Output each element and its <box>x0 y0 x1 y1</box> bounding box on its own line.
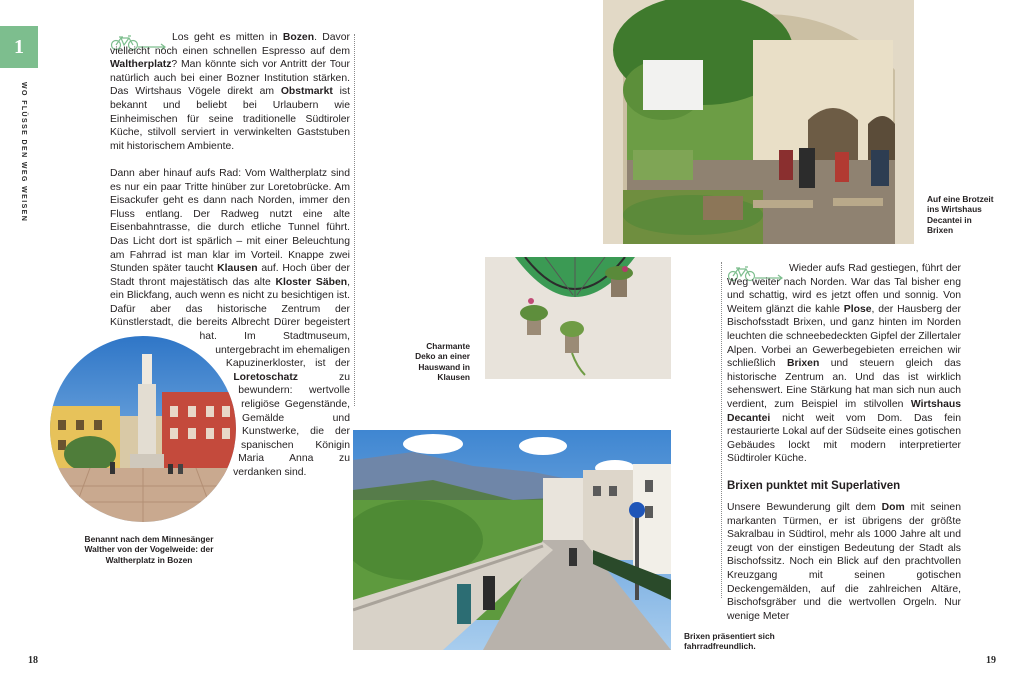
column-divider <box>354 34 355 406</box>
page-number-left: 18 <box>28 655 38 666</box>
klausen-deco-photo <box>485 257 671 379</box>
column-divider <box>721 262 722 598</box>
brixen-bikepath-photo <box>353 430 671 650</box>
waltherplatz-caption: Benannt nach dem Minnesänger Walther von der Vogelweide: der Waltherplatz in Bozen <box>84 534 214 565</box>
right-paragraph-1: Wieder aufs Rad gestiegen, führt der Weg weiter nach Norden. War das Tal bisher eng und schattig, wird es jetzt offen und sonnig. Von Weitem glänzt die kahle Plose, der Hausberg der Bischofsstadt Brixen, und ganz hinten im Norden leuchten die schneebedeckten Gipfel der Zillertaler Alpen. Vorbei an Gewerbegebieten erreichen wir schließlich Brixen und steuern gleich das historische Zentrum an. Und das ist wirklich sehenswert. Eine Stärkung hat man sich nun auch verdient, zum Beispiel im stilvollen Wirtshaus Decantei nicht weit vom Dom. Das fein restaurierte Lokal auf der Südseite eines gotischen Gebäudes lockt mit modern interpretierter Südtiroler Küche. <box>727 263 961 465</box>
decantei-photo <box>603 0 914 244</box>
right-column-text <box>727 262 961 637</box>
chapter-number-badge <box>0 26 38 68</box>
running-head: WO FLÜSSE DEN WEG WEISEN <box>20 82 27 223</box>
waltherplatz-photo <box>50 336 236 522</box>
section-heading: Brixen punktet mit Superlativen <box>727 479 901 492</box>
chapter-number: 1 <box>14 35 24 58</box>
brixen-caption: Brixen präsentiert sich fahrradfreundlich. <box>684 631 775 652</box>
second-paragraph-text: Dann aber hinauf aufs Rad: Vom Waltherplatz sind es nur ein paar Tritte hinüber zur Loretobrücke. Am Eisackufer geht es dann nach Norden, immer den Fluss entlang. Der Radweg nutzt eine alte Eisenbahntrasse, die durch etliche Tunnel führt. Das Licht dort ist spärlich – mit einer Beleuchtung am Fahrrad ist man klar im Vorteil. Knappe zwei Stunden später taucht Klausen auf. Hoch über der Stadt thront majestätisch das alte Kloster Säben, ein Blickfang, auch wenn es nicht zu besichtigen ist. Dafür aber das historische Zentrum der Künstlerstadt, die bereits Albrecht Dürer begeistert hat. Im Stadtmuseum, untergebracht im ehemaligen Kapuzinerkloster, ist der Loretoschatz zu bewundern: wertvolle religiöse Gegenstände, Gemälde und Kunstwerke, die der spanischen Königin Maria Anna zu verdanken sind. <box>110 167 350 478</box>
page-number-right: 19 <box>986 655 996 666</box>
klausen-caption: Charmante Deko an einer Hauswand in Klausen <box>415 341 470 383</box>
intro-paragraph: Los geht es mitten in Bozen. Davor vielleicht noch einen schnellen Espresso auf dem Waltherplatz? Man könnte sich vor Antritt der Tour natürlich auch bei einer Bozner Institution stärken. Das Wirtshaus Vögele direkt am Obstmarkt ist bekannt und beliebt bei Urlaubern wie Einheimischen für seine traditionelle Südtiroler Küche, stilvoll serviert in verwinkelten Gaststuben mit historischem Ambiente. <box>110 32 350 152</box>
right-paragraph-2: Unsere Bewunderung gilt dem Dom mit seinen markanten Türmen, er ist übrigens der größte Sakralbau in Südtirol, mehr als 1000 Jahre alt und zeugt von der einstigen Bedeutung der Stadt als Bischofssitz. Noch ein Blick auf den prachtvollen Kreuzgang mit seinen gotischen Deckengemälden, auf die zahlreichen Altäre, Bischofsgräber und die wertvollen Orgeln. Nur wenige Meter <box>727 502 961 622</box>
decantei-caption: Auf eine Brotzeit ins Wirtshaus Decantei in Brixen <box>927 194 994 236</box>
